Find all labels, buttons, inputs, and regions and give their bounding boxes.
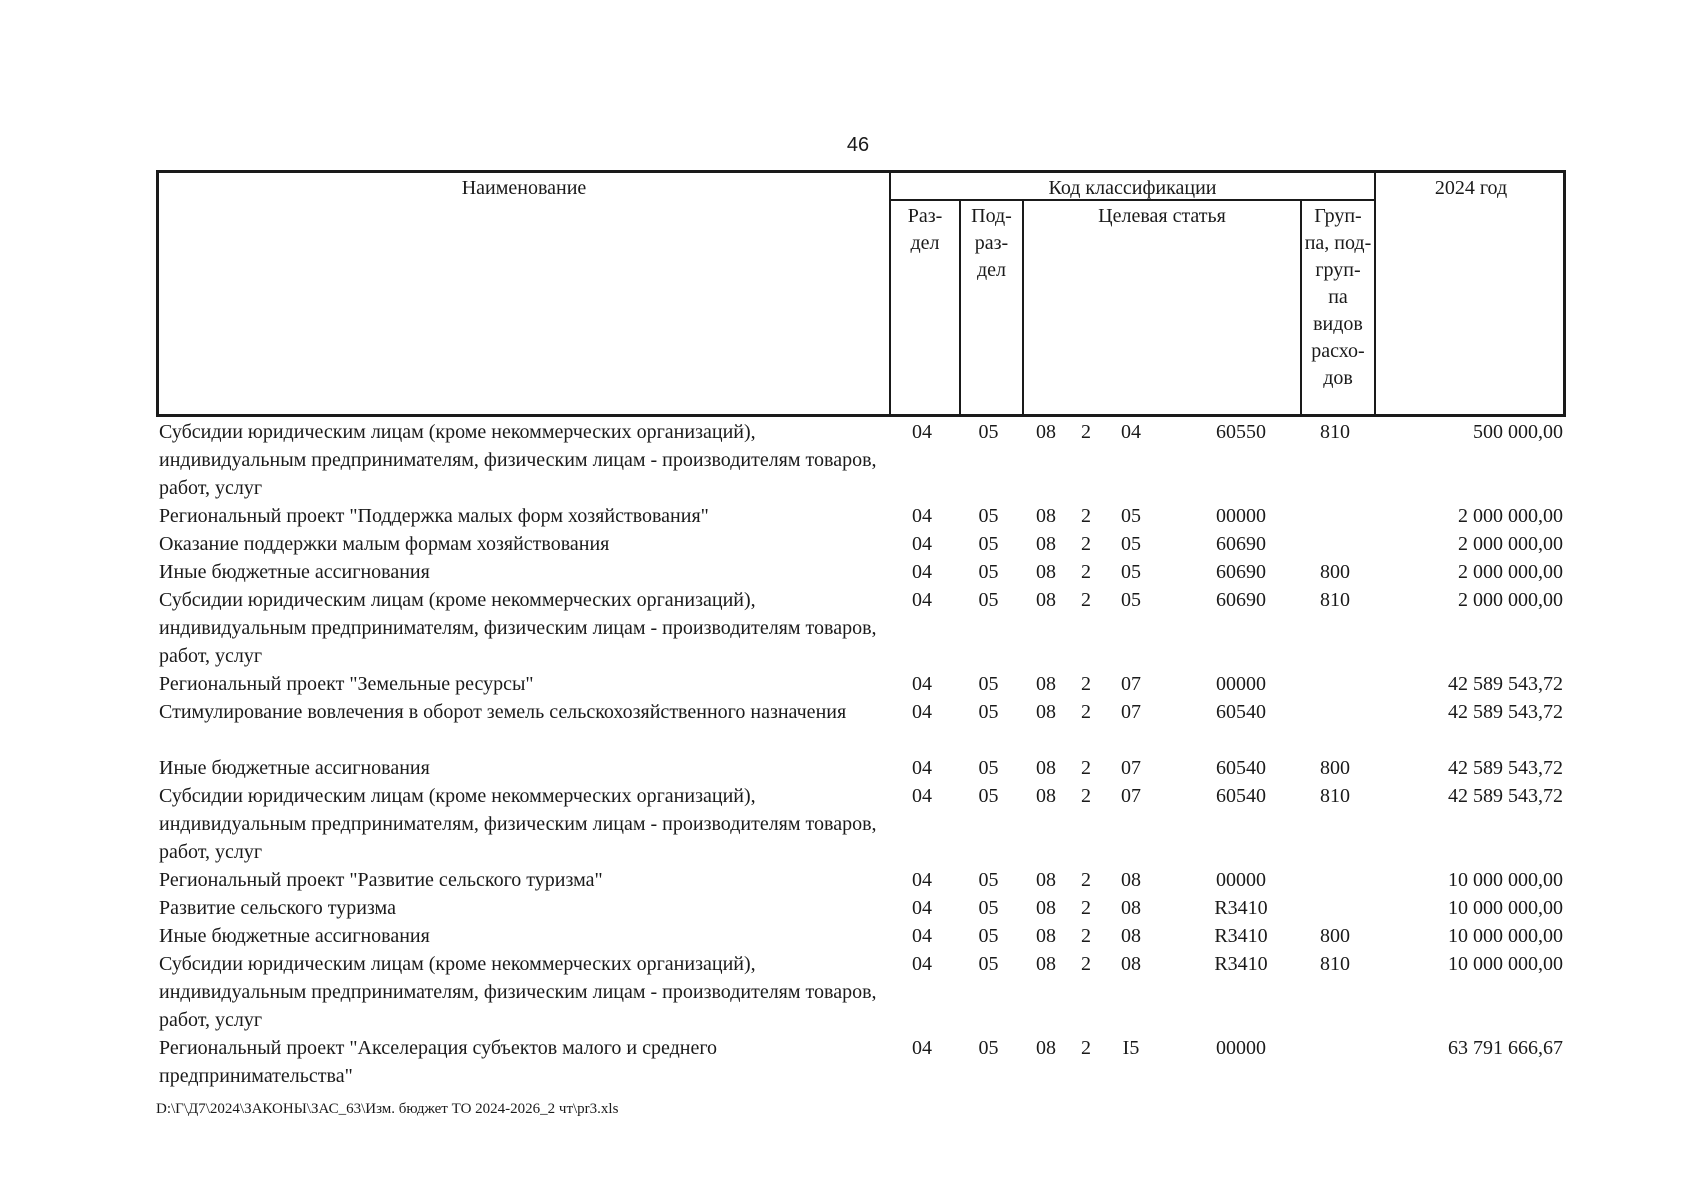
cell-razdel: 04 bbox=[912, 897, 932, 919]
cell-target-subprogram: 2 bbox=[1081, 953, 1091, 975]
cell-target-event: 05 bbox=[1121, 589, 1141, 611]
cell-target-direction: R3410 bbox=[1214, 925, 1268, 947]
cell-target-subprogram: 2 bbox=[1081, 701, 1091, 723]
cell-target-direction: 60690 bbox=[1216, 561, 1266, 583]
header-expense-group-line: дов bbox=[1323, 367, 1353, 389]
cell-amount: 42 589 543,72 bbox=[1448, 757, 1563, 779]
cell-podrazdel: 05 bbox=[978, 785, 999, 807]
cell-target-event: 05 bbox=[1121, 561, 1141, 583]
table-row bbox=[156, 670, 1566, 698]
cell-target-program: 08 bbox=[1036, 533, 1056, 555]
cell-target-direction: 00000 bbox=[1216, 673, 1266, 695]
cell-podrazdel: 05 bbox=[978, 505, 999, 527]
header-subsection-line: Под- bbox=[971, 205, 1012, 227]
cell-amount: 2 000 000,00 bbox=[1458, 561, 1563, 583]
header-year: 2024 год bbox=[1434, 177, 1508, 199]
table-row bbox=[156, 782, 1566, 866]
cell-target-program: 08 bbox=[1036, 589, 1056, 611]
cell-target-subprogram: 2 bbox=[1081, 561, 1091, 583]
cell-podrazdel: 05 bbox=[978, 925, 999, 947]
header-expense-group-line: расхо- bbox=[1311, 340, 1365, 362]
cell-name: Стимулирование вовлечения в оборот земель сельскохозяйственного назначения bbox=[159, 701, 847, 723]
cell-target-program: 08 bbox=[1036, 421, 1056, 443]
cell-amount: 42 589 543,72 bbox=[1448, 701, 1563, 723]
cell-target-event: 08 bbox=[1121, 925, 1141, 947]
header-expense-group bbox=[1302, 203, 1374, 392]
cell-target-program: 08 bbox=[1036, 673, 1056, 695]
cell-target-program: 08 bbox=[1036, 925, 1056, 947]
table-row bbox=[156, 418, 1566, 502]
cell-amount: 63 791 666,67 bbox=[1448, 1037, 1563, 1059]
cell-target-event: 05 bbox=[1121, 533, 1141, 555]
cell-name: Оказание поддержки малым формам хозяйствования bbox=[159, 533, 610, 555]
table-row bbox=[156, 586, 1566, 670]
cell-target-direction: 60690 bbox=[1216, 589, 1266, 611]
cell-target-direction: 60690 bbox=[1216, 533, 1266, 555]
cell-name: Иные бюджетные ассигнования bbox=[159, 925, 430, 947]
cell-target-direction: 00000 bbox=[1216, 869, 1266, 891]
cell-razdel: 04 bbox=[912, 533, 932, 555]
cell-target-subprogram: 2 bbox=[1081, 785, 1091, 807]
table-row bbox=[156, 922, 1566, 950]
cell-target-program: 08 bbox=[1036, 757, 1056, 779]
cell-target-program: 08 bbox=[1036, 505, 1056, 527]
cell-expense-group: 810 bbox=[1320, 421, 1350, 443]
cell-target-subprogram: 2 bbox=[1081, 869, 1091, 891]
header-section-line: дел bbox=[910, 232, 940, 254]
table-row bbox=[156, 754, 1566, 782]
page-number: 46 bbox=[846, 134, 870, 156]
header-expense-group-line: Груп- bbox=[1314, 205, 1362, 227]
header-section bbox=[891, 203, 959, 257]
cell-target-event: 04 bbox=[1121, 421, 1141, 443]
cell-podrazdel: 05 bbox=[978, 757, 999, 779]
cell-name: Региональный проект "Земельные ресурсы" bbox=[159, 673, 534, 695]
cell-podrazdel: 05 bbox=[978, 589, 999, 611]
cell-name: Субсидии юридическим лицам (кроме некоммерческих организаций), индивидуальным предпринимателям, физическим лицам - производителям товаров, работ, услуг bbox=[159, 589, 877, 667]
cell-name: Развитие сельского туризма bbox=[159, 897, 396, 919]
cell-name: Иные бюджетные ассигнования bbox=[159, 561, 430, 583]
cell-podrazdel: 05 bbox=[978, 421, 999, 443]
table-row bbox=[156, 950, 1566, 1034]
table-header bbox=[156, 170, 1566, 417]
header-subsection bbox=[961, 203, 1022, 284]
cell-name: Субсидии юридическим лицам (кроме некоммерческих организаций), индивидуальным предпринимателям, физическим лицам - производителям товаров, работ, услуг bbox=[159, 785, 877, 863]
cell-amount: 10 000 000,00 bbox=[1448, 925, 1563, 947]
cell-amount: 2 000 000,00 bbox=[1458, 589, 1563, 611]
table-row bbox=[156, 866, 1566, 894]
cell-amount: 42 589 543,72 bbox=[1448, 785, 1563, 807]
cell-target-direction: R3410 bbox=[1214, 897, 1268, 919]
cell-amount: 42 589 543,72 bbox=[1448, 673, 1563, 695]
cell-expense-group: 800 bbox=[1320, 925, 1350, 947]
cell-amount: 2 000 000,00 bbox=[1458, 533, 1563, 555]
table-row bbox=[156, 1034, 1566, 1090]
cell-amount: 10 000 000,00 bbox=[1448, 897, 1563, 919]
cell-target-event: 08 bbox=[1121, 869, 1141, 891]
header-divider bbox=[1022, 201, 1024, 414]
cell-razdel: 04 bbox=[912, 925, 932, 947]
cell-target-program: 08 bbox=[1036, 701, 1056, 723]
cell-target-program: 08 bbox=[1036, 869, 1056, 891]
header-expense-group-line: груп- bbox=[1315, 259, 1361, 281]
cell-name: Региональный проект "Поддержка малых форм хозяйствования" bbox=[159, 505, 709, 527]
header-name: Наименование bbox=[461, 177, 587, 199]
header-expense-group-line: па, под- bbox=[1304, 232, 1372, 254]
cell-razdel: 04 bbox=[912, 785, 932, 807]
cell-target-subprogram: 2 bbox=[1081, 505, 1091, 527]
header-expense-group-line: па bbox=[1328, 286, 1348, 308]
cell-expense-group: 810 bbox=[1320, 953, 1350, 975]
cell-razdel: 04 bbox=[912, 589, 932, 611]
cell-target-event: 07 bbox=[1121, 673, 1141, 695]
cell-razdel: 04 bbox=[912, 673, 932, 695]
cell-target-direction: 00000 bbox=[1216, 1037, 1266, 1059]
cell-name: Региональный проект "Акселерация субъектов малого и среднего предпринимательства" bbox=[159, 1037, 718, 1087]
cell-target-subprogram: 2 bbox=[1081, 673, 1091, 695]
cell-razdel: 04 bbox=[912, 953, 932, 975]
cell-name: Региональный проект "Развитие сельского туризма" bbox=[159, 869, 603, 891]
cell-target-subprogram: 2 bbox=[1081, 925, 1091, 947]
cell-razdel: 04 bbox=[912, 757, 932, 779]
cell-target-event: 08 bbox=[1121, 897, 1141, 919]
cell-amount: 2 000 000,00 bbox=[1458, 505, 1563, 527]
cell-target-direction: 60540 bbox=[1216, 757, 1266, 779]
cell-amount: 10 000 000,00 bbox=[1448, 869, 1563, 891]
cell-target-subprogram: 2 bbox=[1081, 1037, 1091, 1059]
cell-razdel: 04 bbox=[912, 869, 932, 891]
table-body bbox=[156, 418, 1566, 1090]
cell-expense-group: 810 bbox=[1320, 589, 1350, 611]
cell-name: Субсидии юридическим лицам (кроме некоммерческих организаций), индивидуальным предпринимателям, физическим лицам - производителям товаров, работ, услуг bbox=[159, 421, 877, 499]
cell-target-event: 07 bbox=[1121, 785, 1141, 807]
cell-podrazdel: 05 bbox=[978, 1037, 999, 1059]
cell-target-subprogram: 2 bbox=[1081, 421, 1091, 443]
file-path-footer: D:\Г\Д7\2024\ЗАКОНЫ\ЗАС_63\Изм. бюджет ТО 2024-2026_2 чт\pr3.xls bbox=[156, 1101, 619, 1117]
cell-podrazdel: 05 bbox=[978, 533, 999, 555]
cell-target-program: 08 bbox=[1036, 953, 1056, 975]
header-target-article: Целевая статья bbox=[1098, 205, 1226, 227]
cell-razdel: 04 bbox=[912, 1037, 932, 1059]
cell-name: Иные бюджетные ассигнования bbox=[159, 757, 430, 779]
cell-target-program: 08 bbox=[1036, 1037, 1056, 1059]
table-row bbox=[156, 558, 1566, 586]
cell-razdel: 04 bbox=[912, 701, 932, 723]
cell-target-program: 08 bbox=[1036, 897, 1056, 919]
cell-target-event: 07 bbox=[1121, 757, 1141, 779]
cell-target-direction: 60540 bbox=[1216, 701, 1266, 723]
cell-target-event: 05 bbox=[1121, 505, 1141, 527]
cell-podrazdel: 05 bbox=[978, 673, 999, 695]
cell-target-subprogram: 2 bbox=[1081, 533, 1091, 555]
cell-target-subprogram: 2 bbox=[1081, 757, 1091, 779]
cell-target-direction: 60540 bbox=[1216, 785, 1266, 807]
cell-target-event: I5 bbox=[1122, 1037, 1140, 1059]
cell-podrazdel: 05 bbox=[978, 897, 999, 919]
cell-podrazdel: 05 bbox=[978, 869, 999, 891]
cell-razdel: 04 bbox=[912, 561, 932, 583]
cell-amount: 10 000 000,00 bbox=[1448, 953, 1563, 975]
cell-target-event: 08 bbox=[1121, 953, 1141, 975]
cell-podrazdel: 05 bbox=[978, 561, 999, 583]
table-row bbox=[156, 530, 1566, 558]
table-row bbox=[156, 698, 1566, 754]
header-subsection-line: раз- bbox=[974, 232, 1009, 254]
cell-target-program: 08 bbox=[1036, 785, 1056, 807]
cell-target-direction: R3410 bbox=[1214, 953, 1268, 975]
cell-target-subprogram: 2 bbox=[1081, 897, 1091, 919]
cell-razdel: 04 bbox=[912, 421, 932, 443]
cell-target-program: 08 bbox=[1036, 561, 1056, 583]
cell-razdel: 04 bbox=[912, 505, 932, 527]
cell-target-event: 07 bbox=[1121, 701, 1141, 723]
cell-expense-group: 800 bbox=[1320, 561, 1350, 583]
header-subsection-line: дел bbox=[976, 259, 1007, 281]
cell-expense-group: 810 bbox=[1320, 785, 1350, 807]
cell-name: Субсидии юридическим лицам (кроме некоммерческих организаций), индивидуальным предпринимателям, физическим лицам - производителям товаров, работ, услуг bbox=[159, 953, 877, 1031]
header-section-line: Раз- bbox=[907, 205, 943, 227]
header-classification-code: Код классификации bbox=[1048, 177, 1217, 199]
cell-target-direction: 00000 bbox=[1216, 505, 1266, 527]
table-row bbox=[156, 894, 1566, 922]
header-divider bbox=[1374, 173, 1376, 414]
cell-target-subprogram: 2 bbox=[1081, 589, 1091, 611]
table-row bbox=[156, 502, 1566, 530]
cell-target-direction: 60550 bbox=[1216, 421, 1266, 443]
header-expense-group-line: видов bbox=[1313, 313, 1363, 335]
cell-amount: 500 000,00 bbox=[1473, 421, 1563, 443]
cell-podrazdel: 05 bbox=[978, 953, 999, 975]
cell-podrazdel: 05 bbox=[978, 701, 999, 723]
cell-expense-group: 800 bbox=[1320, 757, 1350, 779]
